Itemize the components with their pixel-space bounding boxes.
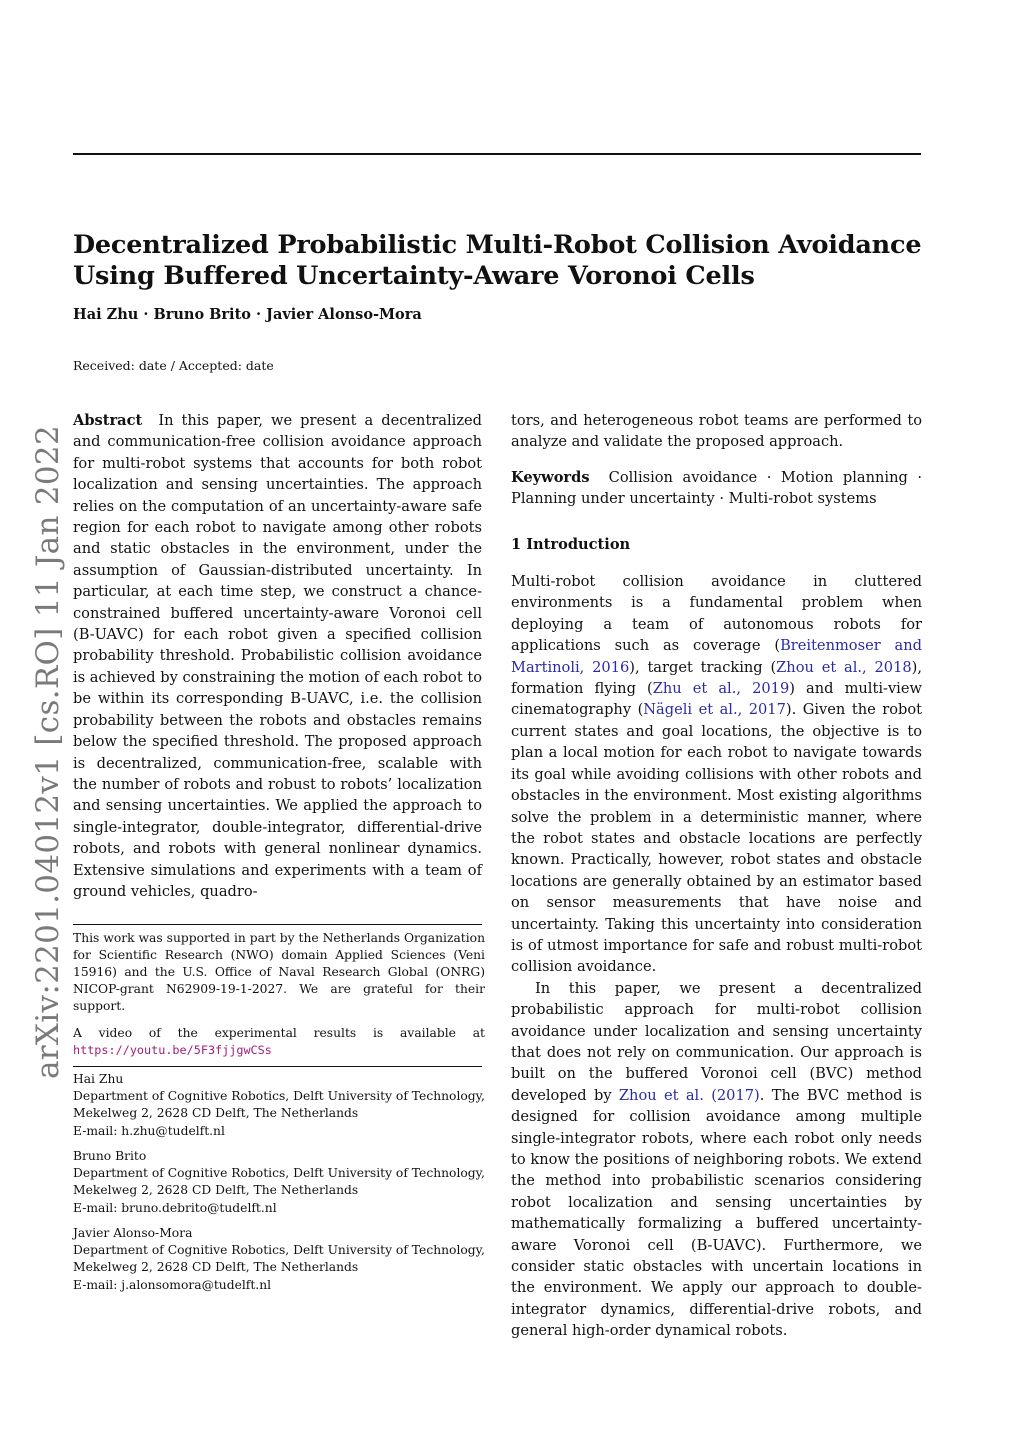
video-footnote (73, 1025, 485, 1059)
affiliation-1 (73, 1071, 485, 1140)
abstract-text: In this paper, we present a decentralized and communication-free collision avoidance approach for multi-robot systems that accounts for both robot localization and sensing uncertainties. The approach relies on the computation of an uncertainty-aware safe region for each robot to navigate among other robots and static obstacles in the environment, under the assumption of Gaussian-distributed uncertainty. In particular, at each time step, we construct a chance-constrained buffered uncertainty-aware Voronoi cell (B-UAVC) for each robot given a specified collision probability threshold. Probabilistic collision avoidance is achieved by constraining the motion of each robot to be within its corresponding B-UAVC, i.e. the collision probability between the robots and obstacles remains below the specified threshold. The proposed approach is decentralized, communication-free, scalable with the number of robots and robust to robots’ localization and sensing uncertainties. We applied the approach to single-integrator, double-integrator, differential-drive robots, and robots with general nonlinear dynamics. Extensive simulations and experiments with a team of ground vehicles, quadro- (73, 412, 483, 900)
left-column (73, 410, 482, 902)
affiliation-name: Hai Zhu (73, 1072, 124, 1086)
keywords-label: Keywords (511, 468, 590, 486)
title-line-1: Decentralized Probabilistic Multi-Robot Collision Avoidance (73, 230, 922, 260)
intro-text: In this paper, we present a decentralized probabilistic approach for multi-robot collision avoidance under localization and sensing uncertainty that does not rely on communication. Our approach is built on the buffered Voronoi cell (BVC) method developed by (511, 979, 922, 1104)
intro-text: ). Given the robot current states and goal locations, the objective is to plan a local motion for each robot to navigate towards its goal while avoiding collisions with other robots and obstacles in the environment. Most existing algorithms solve the problem in a deterministic manner, where the robot states and obstacle locations are perfectly known. Practically, however, robot states and obstacle locations are generally obtained by an estimator based on sensor measurements that have noise and uncertainty. Taking this uncertainty into consideration is of utmost importance for safe and robust multi-robot collision avoidance. (511, 701, 922, 976)
keywords-text: Collision avoidance · Motion planning · Planning under uncertainty · Multi-robot systems (511, 468, 922, 508)
intro-text: . The BVC method is designed for collision avoidance among multiple single-integrator robots, where each robot only needs to know the positions of neighboring robots. We extend the method into probabilistic scenarios considering robot localization and sensing uncertainties by mathematically formalizing a buffered uncertainty-aware Voronoi cell (B-UAVC). Furthermore, we consider static obstacles with uncertain locations in the environment. We apply our approach to double-integrator dynamics, differential-drive robots, and general high-order dynamical robots. (511, 1086, 922, 1340)
paper-title (73, 230, 933, 292)
affiliation-dept: Department of Cognitive Robotics, Delft University of Technology, Mekelweg 2, 2628 CD Delft, The Netherlands (73, 1166, 485, 1198)
abstract (73, 410, 482, 902)
intro-text: ), formation flying ( (511, 658, 922, 698)
footnote-rule (73, 924, 482, 925)
citation-link[interactable]: Breitenmoser and Martinoli, 2016 (511, 637, 922, 676)
section-heading-introduction: 1 Introduction (511, 535, 631, 553)
arxiv-stamp: arXiv:2201.04012v1 [cs.RO] 11 Jan 2022 (30, 425, 66, 1079)
affiliation-rule (73, 1066, 482, 1067)
citation-link[interactable]: Zhou et al., 2018 (776, 658, 912, 676)
intro-paragraph-2 (511, 978, 922, 1342)
intro-paragraph-1 (511, 571, 922, 978)
affiliation-email: E-mail: h.zhu@tudelft.nl (73, 1123, 225, 1138)
right-column (511, 410, 922, 1342)
affiliation-dept: Department of Cognitive Robotics, Delft University of Technology, Mekelweg 2, 2628 CD Delft, The Netherlands (73, 1243, 485, 1275)
intro-text: Multi-robot collision avoidance in cluttered environments is a fundamental problem when deploying a team of autonomous robots for applications such as coverage ( (511, 573, 922, 655)
affiliation-email: E-mail: j.alonsomora@tudelft.nl (73, 1277, 272, 1292)
top-rule (73, 153, 921, 155)
title-line-2: Using Buffered Uncertainty-Aware Voronoi Cells (73, 261, 755, 291)
video-link[interactable]: https://youtu.be/5F3fjjgwCSs (73, 1043, 272, 1057)
affiliation-email: E-mail: bruno.debrito@tudelft.nl (73, 1200, 277, 1215)
affiliation-dept: Department of Cognitive Robotics, Delft University of Technology, Mekelweg 2, 2628 CD Delft, The Netherlands (73, 1089, 485, 1121)
abstract-continued: tors, and heterogeneous robot teams are performed to analyze and validate the proposed approach. (511, 412, 922, 451)
funding-footnote: This work was supported in part by the Netherlands Organization for Scientific Research (NWO) domain Applied Sciences (Veni 15916) and the U.S. Office of Naval Research Global (ONRG) NICOP-grant N62909-19-1-2027. We are grateful for their support. (73, 931, 485, 1013)
abstract-label: Abstract (73, 412, 143, 429)
affiliation-name: Bruno Brito (73, 1149, 147, 1163)
received-date: Received: date / Accepted: date (73, 358, 274, 373)
affiliation-3 (73, 1225, 485, 1294)
author-list: Hai Zhu · Bruno Brito · Javier Alonso-Mora (73, 306, 422, 323)
video-text: A video of the experimental results is available at (73, 1026, 485, 1040)
affiliation-name: Javier Alonso-Mora (73, 1226, 193, 1240)
citation-link[interactable]: Zhou et al. (2017) (618, 1086, 760, 1104)
keywords (511, 467, 922, 510)
intro-text: ), target tracking ( (629, 658, 777, 676)
intro-text: ) and multi-view cinematography ( (511, 680, 922, 719)
affiliation-2 (73, 1148, 485, 1217)
citation-link[interactable]: Zhu et al., 2019 (652, 680, 790, 698)
citation-link[interactable]: Nägeli et al., 2017 (643, 701, 786, 719)
